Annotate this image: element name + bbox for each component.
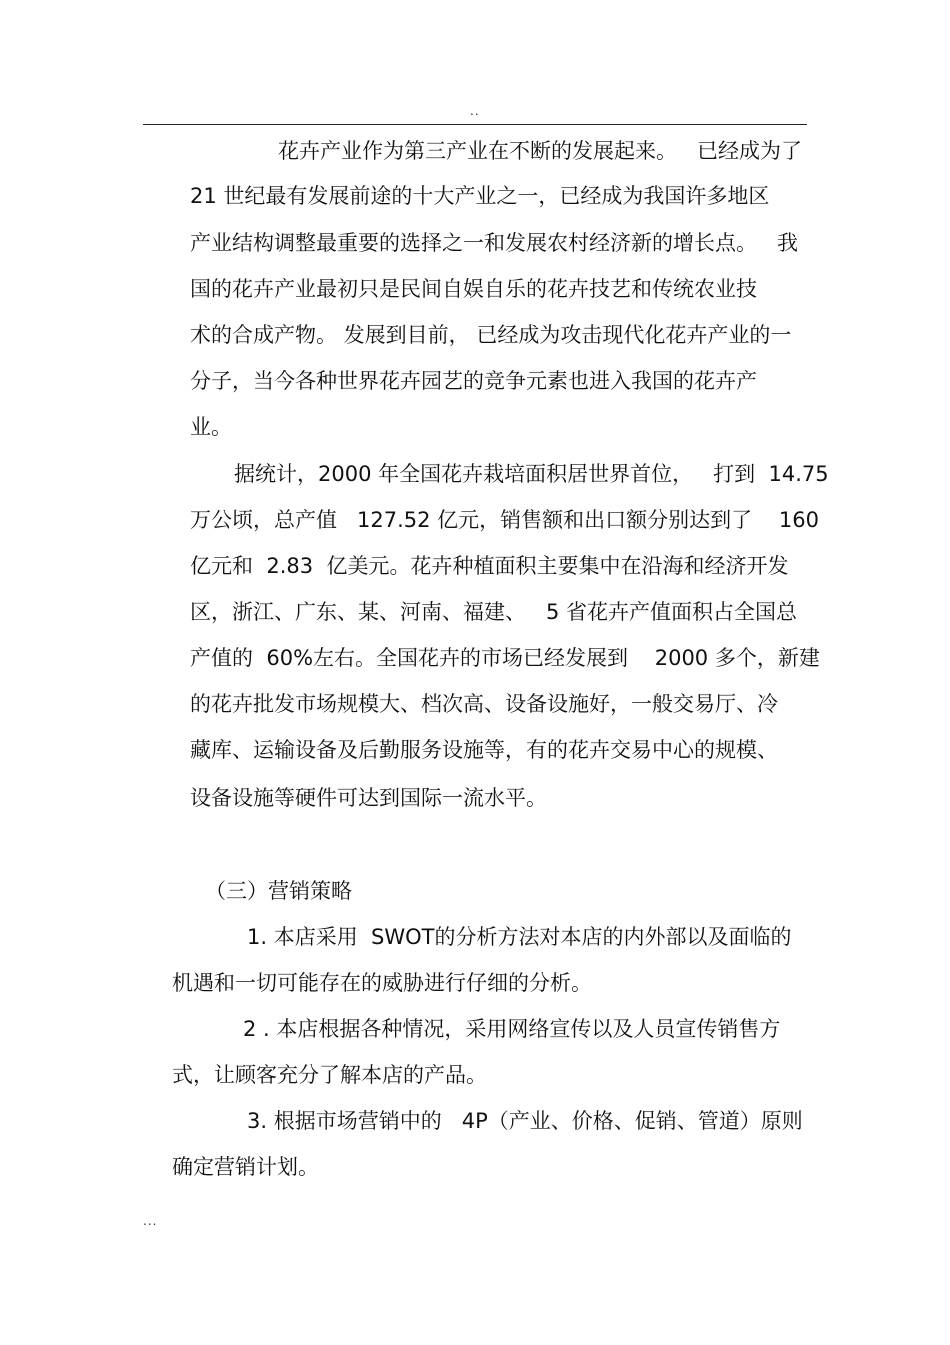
header-mark: .. (470, 104, 480, 118)
statistics-line: 设备设施等硬件可达到国际一流水平。 (190, 786, 547, 810)
footer-mark: ... (143, 1214, 158, 1228)
statistics-line: 藏库、运输设备及后勤服务设施等，有的花卉交易中心的规模、 (190, 738, 778, 762)
section-item-line: 3. 根据市场营销中的 4P（产业、价格、促销、管道）原则 (247, 1109, 803, 1133)
statistics-line: 区，浙江、广东、某、河南、福建、 5 省花卉产值面积占全国总 (190, 600, 798, 624)
statistics-line: 的花卉批发市场规模大、档次高、设备设施好，一般交易厅、冷 (190, 692, 778, 716)
section-item-line: 机遇和一切可能存在的威胁进行仔细的分析。 (172, 971, 592, 995)
header-rule (143, 124, 807, 125)
intro-line: 产业结构调整最重要的选择之一和发展农村经济新的增长点。 我 (190, 231, 799, 255)
intro-line: 国的花卉产业最初只是民间自娱自乐的花卉技艺和传统农业技 (190, 277, 757, 301)
intro-line: 术的合成产物。 发展到目前， 已经成为攻击现代化花卉产业的一 (190, 323, 792, 347)
intro-line: 分子，当今各种世界花卉园艺的竞争元素也进入我国的花卉产 (190, 369, 757, 393)
section-heading: （三）营销策略 (205, 879, 352, 903)
statistics-line: 亿元和 2.83 亿美元。花卉种植面积主要集中在沿海和经济开发 (190, 554, 789, 578)
section-item-line: 式，让顾客充分了解本店的产品。 (172, 1063, 487, 1087)
section-item-line: 1. 本店采用 SWOT的分析方法对本店的内外部以及面临的 (247, 925, 792, 949)
intro-line: 21 世纪最有发展前途的十大产业之一，已经成为我国许多地区 (190, 184, 770, 208)
intro-line: 业。 (190, 415, 232, 439)
statistics-line: 万公顷，总产值 127.52 亿元，销售额和出口额分别达到了 160 (190, 508, 819, 532)
statistics-line: 产值的 60%左右。全国花卉的市场已经发展到 2000 多个，新建 (190, 646, 820, 670)
intro-line: 花卉产业作为第三产业在不断的发展起来。 已经成为了 (278, 139, 803, 163)
section-item-line: 2 . 本店根据各种情况，采用网络宣传以及人员宣传销售方 (243, 1017, 781, 1041)
statistics-line: 据统计，2000 年全国花卉栽培面积居世界首位， 打到 14.75 (234, 462, 829, 486)
section-item-line: 确定营销计划。 (172, 1155, 319, 1179)
